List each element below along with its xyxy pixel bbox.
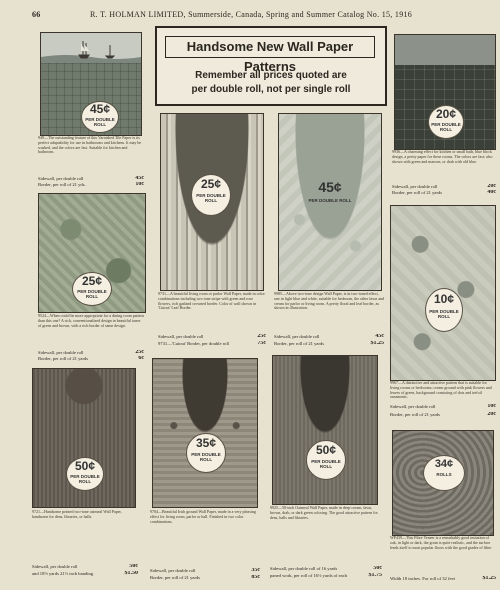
price-badge: 35¢ PER DOUBLE ROLL: [186, 433, 226, 473]
sidewall-price: Sidewall, per double roll 25c: [158, 334, 266, 339]
price-badge: 50¢ PER DOUBLE ROLL: [66, 457, 104, 491]
wallpaper-swatch-stripe-floral: [160, 113, 264, 291]
product-description: 9721—Handsome printed two-tone oatmeal Wall Paper, handsome for dens, libraries, or halls.: [32, 510, 122, 519]
product-description: 9967—A distinctive and attractive pattern that is suitable for living rooms or bedrooms; cream ground with pink flowers and leaves of green, background consisting of dots and trefoil ornaments.: [390, 381, 492, 400]
product-description: 9925—50-inch Oatmeal Wall Paper, made in deep cream, fawn, brown, drab, or dark green coloring. The good attractive pattern for dens, halls and libraries.: [270, 506, 378, 520]
wallpaper-swatch-conventional: [38, 193, 146, 313]
banding-price: and 18½ yards 21½ inch banding $1.50: [32, 571, 138, 576]
wallpaper-swatch-irish: [152, 358, 258, 508]
price-badge: 45¢ PER DOUBLE ROLL: [81, 101, 119, 133]
sidewall-price: Sidewall, per double roll 25c: [38, 350, 144, 355]
product-description: 9731—A beautiful living room or parlor Wall Paper, made in color combinations including two tone stripe with green and rose flowers, rich garland crowned border. Color of wall shown in 'Cutout' Leaf Border.: [158, 292, 265, 311]
wallpaper-swatch-oatmeal: [32, 368, 136, 508]
wallpaper-swatch-floral-cream: [390, 205, 496, 381]
price-badge: 25¢ PER DOUBLE ROLL: [191, 174, 231, 216]
paned-work-price: paned work, per roll of 16½ yards of each $1.75: [270, 573, 382, 578]
banner-subtitle-line2: per double roll, not per single roll: [191, 84, 351, 95]
wallpaper-swatch-two-tone-floral: [278, 113, 382, 291]
wallpaper-swatch-block: [394, 34, 496, 150]
headline-banner: [155, 26, 387, 106]
product-description: 9985—Above two-tone design Wall Paper, is in two-toned effect, one in light blue and white, suitable for bedroom, the other fawn and cream for parlor or living room. A pretty floral and leaf border, as shown in illustration.: [274, 292, 384, 311]
veneer-price: Width 18 inches. For roll of 32 feet $1.25: [390, 576, 496, 581]
catalog-title: R. T. HOLMAN LIMITED, Summerside, Canada, Spring and Summer Catalog No. 15, 1916: [90, 10, 413, 19]
sidewall-price: Sidewall, per double roll 10c: [390, 404, 496, 409]
border-price: 9731—'Cutout' Border, per double roll 75c: [158, 341, 266, 346]
border-price: Border, per roll of 21 yds. 10c: [38, 182, 144, 187]
sidewall-price: Sidewall, per double roll 50c: [32, 564, 138, 569]
border-price: Border, per roll of 21 yards 6c: [38, 356, 144, 361]
page-number: 66: [32, 10, 41, 19]
wallpaper-swatch-tile: [40, 32, 142, 136]
banner-title: Handsome New Wall Paper Patterns: [165, 36, 375, 58]
price-badge: 50¢ PER DOUBLE ROLL: [306, 440, 346, 480]
banner-subtitle-line1: Remember all prices quoted are: [195, 70, 347, 81]
ship-scene-icon: [41, 33, 141, 63]
border-price: Border, per roll of 21 yards 40c: [392, 190, 496, 195]
product-description: 9936—A charming effect for kitchen or small bath, blue block design, a pretty paper for these rooms. The colors are fast; also shown with green and maroon, or drab with old blue.: [392, 150, 493, 164]
sidewall-price: Sidewall, per double roll of 16 yards 50c: [270, 566, 382, 571]
fibre-veneer-swatch: [392, 430, 494, 536]
border-price: Border, per roll of 21 yards 85c: [150, 575, 260, 580]
sidewall-price: Sidewall, per double roll 20c: [392, 184, 496, 189]
price-badge: 10¢ PER DOUBLE ROLL: [425, 288, 463, 332]
price-badge: 20¢ PER DOUBLE ROLL: [428, 105, 464, 139]
price-badge: 25¢ PER DOUBLE ROLL: [72, 272, 112, 306]
price-badge: 45¢ PER DOUBLE ROLL: [308, 179, 352, 203]
price-badge: 34¢ ROLLS: [423, 455, 465, 491]
product-description: 949—The outstanding feature of this Varnished Tile Paper is its perfect adaptability for use in bathrooms and kitchens. It may be washed, and the colors are fast. Suitable for kitchen and bathroom.: [38, 136, 142, 155]
product-description: 9704—Beautiful Irish ground Wall Paper, made in a very pleasing effect for living room, parlor or hall. Finished in two color combinations.: [150, 510, 256, 524]
border-price: Border, per roll of 21 yards $1.25: [274, 341, 384, 346]
product-description: 9524—When could be more appropriate for a dining room pattern than this one? A rich, conventionalized design in beautiful tones of green and brown, with a rich border of same design.: [38, 314, 144, 328]
border-price: Border, per roll of 21 yards 20c: [390, 412, 496, 417]
product-description: WP439—This Fibre Veneer is a remarkably good imitation of oak, in light or dark, the grain is quite realistic, and the surface lends itself to most popular floors with the good grades of fibre.: [390, 536, 493, 550]
page-header: [32, 9, 492, 23]
sidewall-price: Sidewall, per double roll 35c: [150, 568, 260, 573]
sidewall-price: Sidewall, per double roll 45c: [38, 176, 144, 181]
wallpaper-swatch-oatmeal-dark: [272, 355, 378, 505]
sidewall-price: Sidewall, per double roll 45c: [274, 334, 384, 339]
